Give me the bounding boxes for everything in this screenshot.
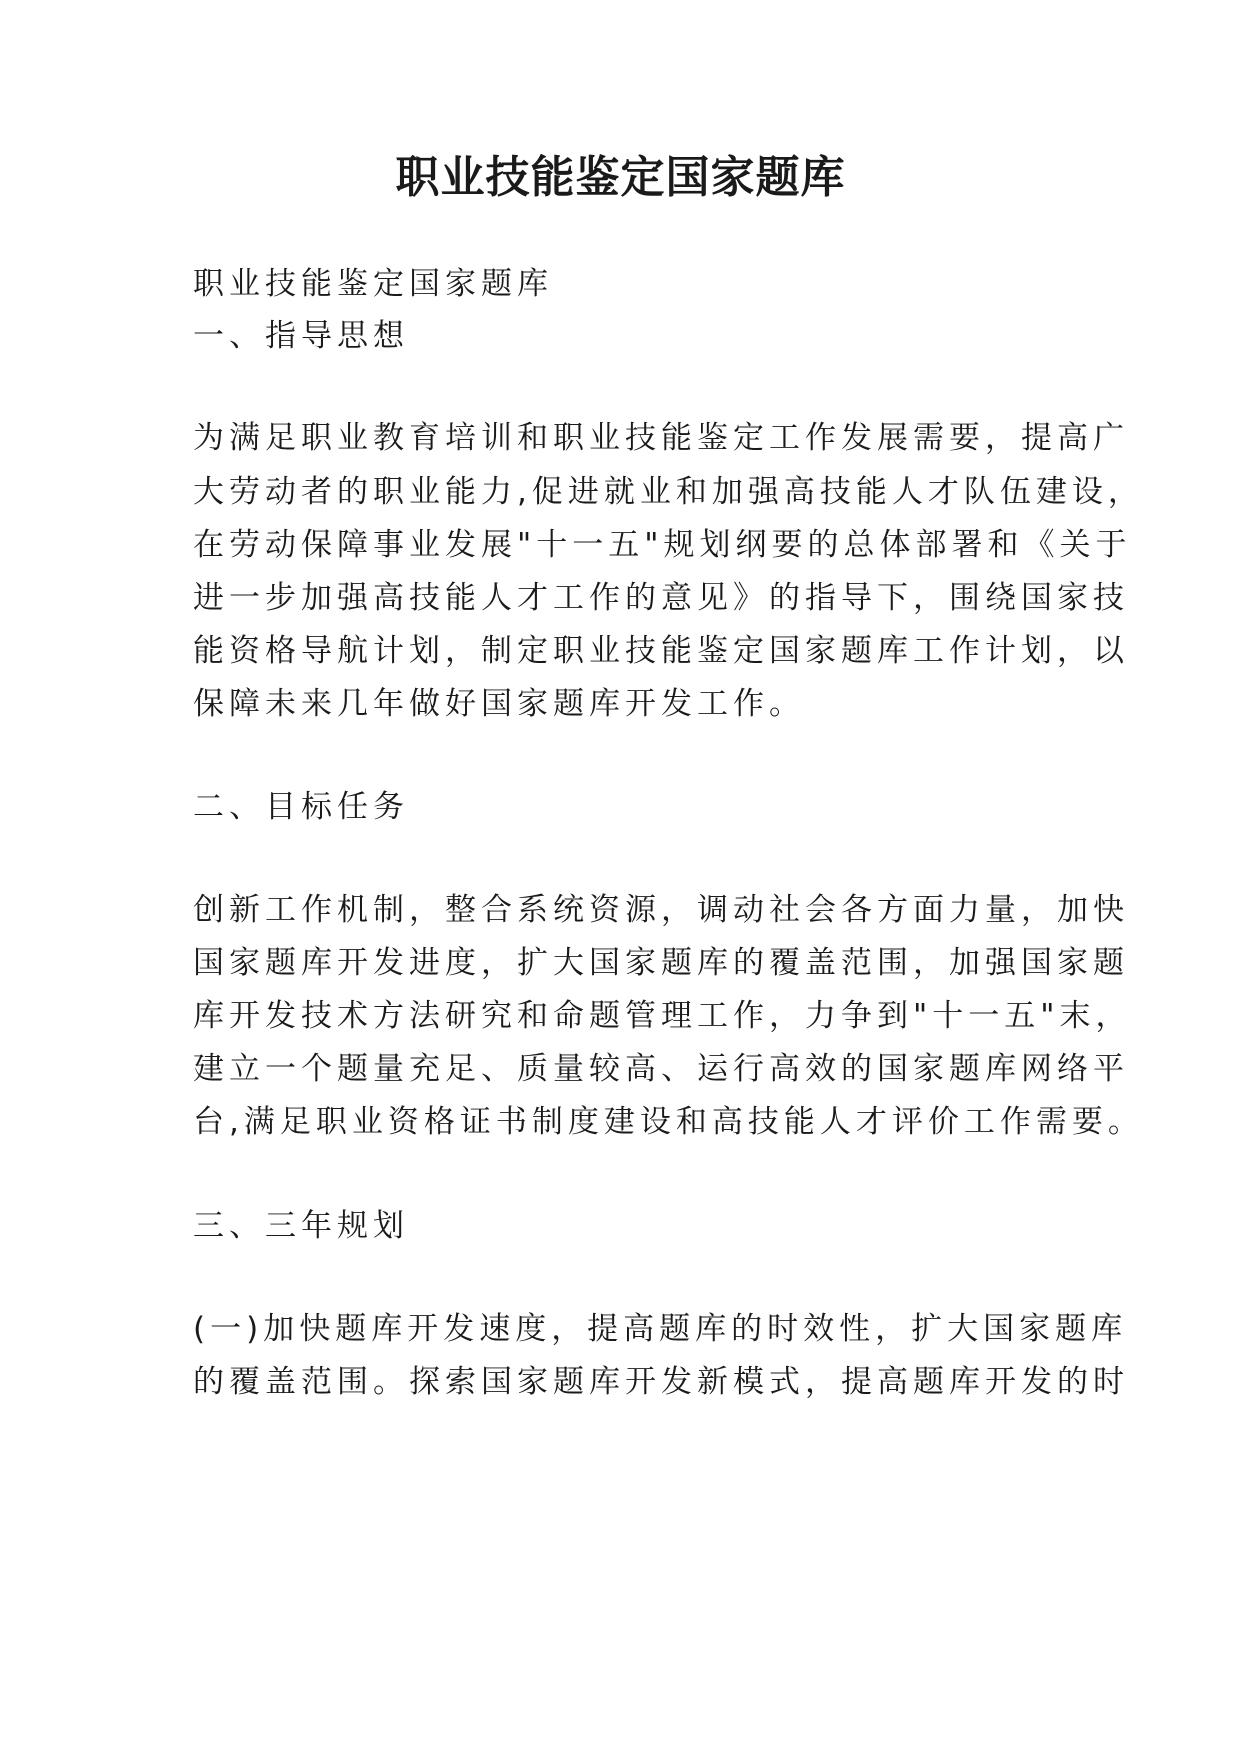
paragraph-line: (一)加快题库开发速度，提高题库的时效性，扩大国家题库 xyxy=(193,1311,1128,1347)
paragraph-line: 进一步加强高技能人才工作的意见》的指导下，围绕国家技 xyxy=(193,580,1129,616)
paragraph-line: 为满足职业教育培训和职业技能鉴定工作发展需要，提高广 xyxy=(193,420,1129,456)
section-heading-3: 三、三年规划 xyxy=(193,1208,409,1244)
paragraph-line: 创新工作机制，整合系统资源，调动社会各方面力量，加快 xyxy=(193,892,1129,928)
paragraph-line: 保障未来几年做好国家题库开发工作。 xyxy=(193,686,805,722)
section-heading-1: 一、指导思想 xyxy=(193,318,409,354)
paragraph-line: 台,满足职业资格证书制度建设和高技能人才评价工作需要。 xyxy=(193,1104,1144,1140)
paragraph-line: 的覆盖范围。探索国家题库开发新模式，提高题库开发的时 xyxy=(193,1364,1129,1400)
paragraph-line: 大劳动者的职业能力,促进就业和加强高技能人才队伍建设， xyxy=(193,474,1144,510)
paragraph-line: 在劳动保障事业发展"十一五"规划纲要的总体部署和《关于 xyxy=(193,527,1132,563)
document-title: 职业技能鉴定国家题库 xyxy=(395,152,846,203)
section-heading-2: 二、目标任务 xyxy=(193,789,409,825)
paragraph-line: 库开发技术方法研究和命题管理工作，力争到"十一五"末， xyxy=(193,998,1132,1034)
paragraph-line: 国家题库开发进度，扩大国家题库的覆盖范围，加强国家题 xyxy=(193,945,1129,981)
document-subtitle: 职业技能鉴定国家题库 xyxy=(193,266,553,302)
paragraph-line: 能资格导航计划，制定职业技能鉴定国家题库工作计划，以 xyxy=(193,633,1129,669)
paragraph-line: 建立一个题量充足、质量较高、运行高效的国家题库网络平 xyxy=(193,1051,1129,1087)
